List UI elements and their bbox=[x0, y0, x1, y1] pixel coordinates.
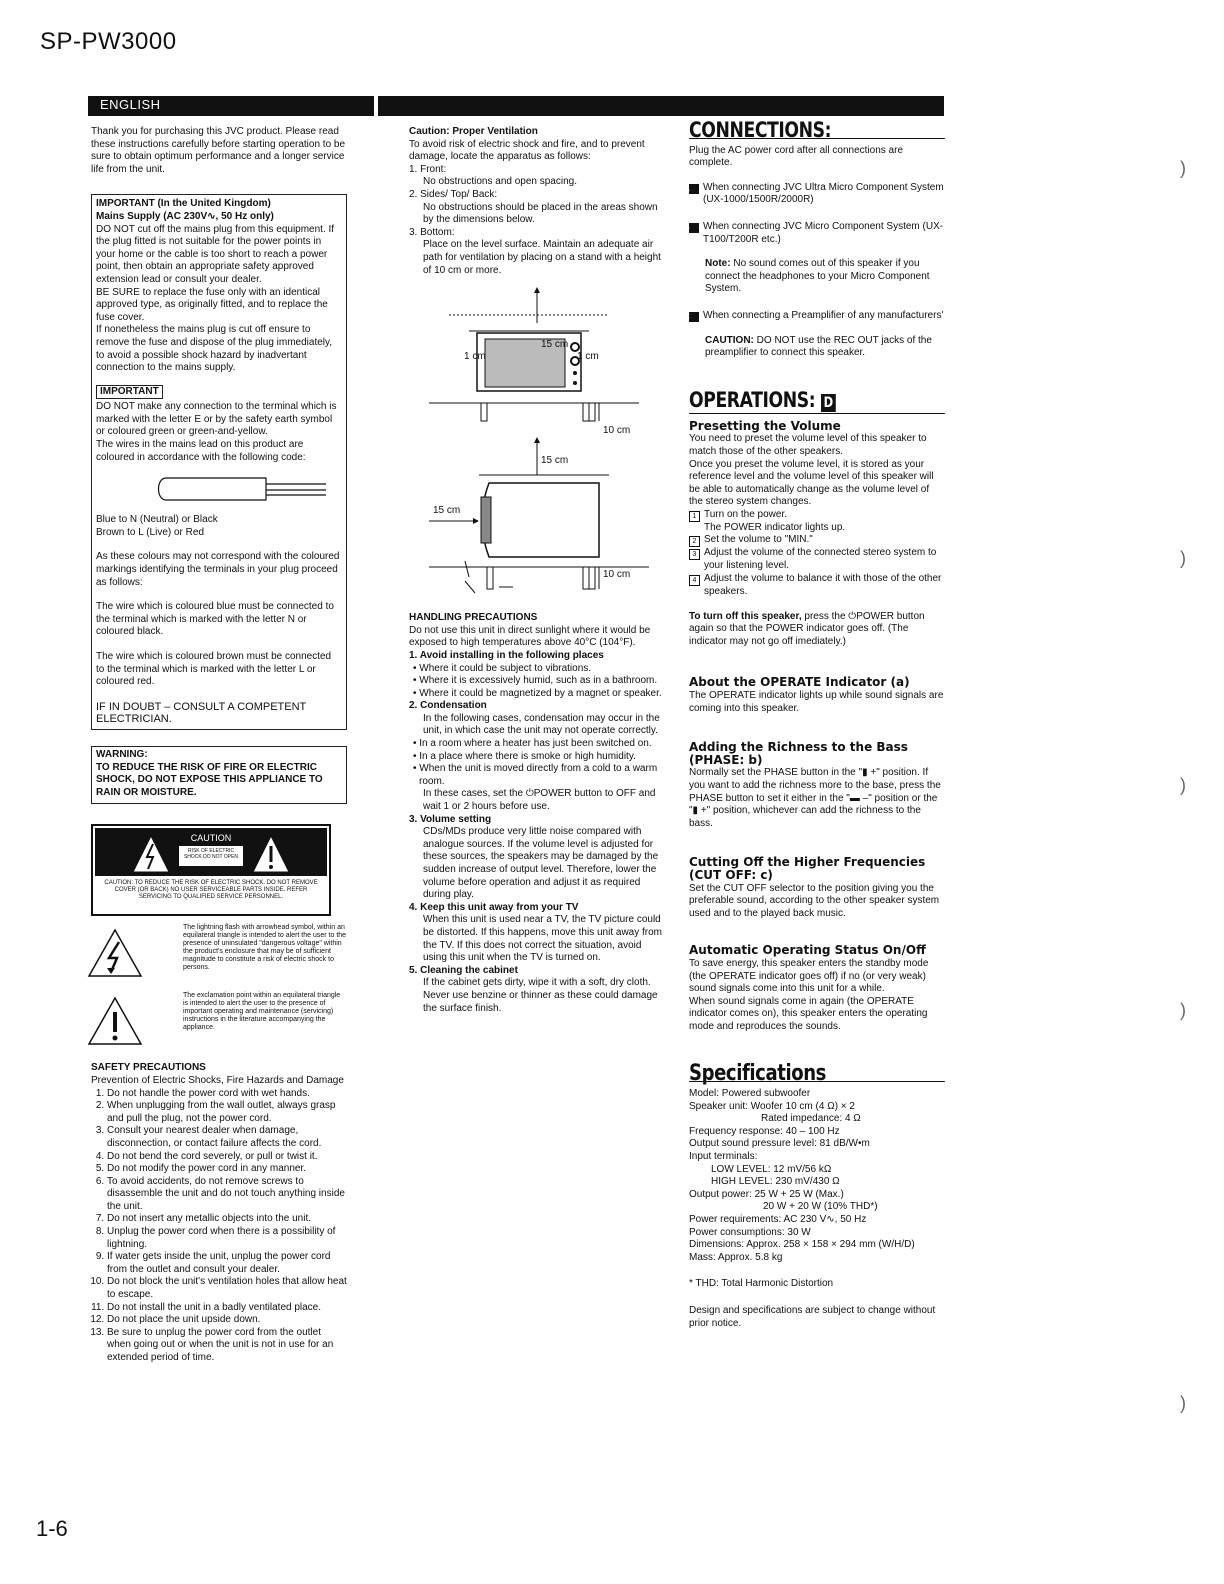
list-item: 10. Do not block the unit's ventilation holes that allow heat to escape. bbox=[107, 1276, 347, 1301]
auto-para: To save energy, this speaker enters the standby mode (the OPERATE indicator goes off) if no (or very weak) sound signals come into this unit for a while. bbox=[689, 957, 929, 995]
list-item: 2. When unplugging from the wall outlet, always grasp and pull the plug, not the power cord. bbox=[107, 1100, 347, 1125]
warning-text: TO REDUCE THE RISK OF FIRE OR ELECTRIC SHOCK, DO NOT EXPOSE THIS APPLIANCE TO RAIN OR MOISTURE. bbox=[96, 761, 323, 798]
vent-item-text: No obstructions and open spacing. bbox=[423, 176, 577, 188]
dim-top: 15 cm bbox=[541, 339, 569, 351]
ventilation-front-diagram bbox=[409, 277, 666, 437]
spec-line: Mass: Approx. 5.8 kg bbox=[689, 1251, 783, 1263]
spec-line: Power consumptions: 30 W bbox=[689, 1226, 811, 1238]
marker-a-icon: A bbox=[689, 184, 699, 194]
bass-title: Adding the Richness to the Bass (PHASE: b) bbox=[689, 740, 908, 767]
handling-bullet: • Where it could be magnetized by a magnet or speaker. bbox=[413, 687, 662, 699]
ventilation-title: Caution: Proper Ventilation bbox=[409, 126, 538, 137]
header-divider bbox=[374, 96, 378, 116]
column-left bbox=[91, 126, 347, 1365]
step-text: Adjust the volume to balance it with those of the other speakers. bbox=[704, 573, 942, 598]
bullet-text: Where it is excessively humid, such as in a bathroom. bbox=[419, 675, 658, 687]
turnoff-text: press the ⏻POWER button again so that the POWER indicator goes off. (The indicator may not go off imediately.) bbox=[689, 610, 925, 647]
handling-item-text: When this unit is used near a TV, the TV picture could be distorted. If this happens, move this unit away from the TV. If this does not correct the situation, avoid using this unit when the TV is turned on. bbox=[423, 914, 663, 964]
list-item: 7. Do not insert any metallic objects into the unit. bbox=[107, 1213, 347, 1226]
handling-bullet: • In a place where there is smoke or high humidity. bbox=[413, 750, 636, 762]
vent-item-text: No obstructions should be placed in the areas shown by the dimensions below. bbox=[423, 201, 658, 226]
model-number: SP-PW3000 bbox=[40, 28, 177, 55]
safety-title: SAFETY PRECAUTIONS bbox=[91, 1062, 206, 1074]
operations-heading bbox=[689, 387, 945, 414]
list-item: 9. If water gets inside the unit, unplug the power cord from the outlet and consult your dealer. bbox=[107, 1251, 347, 1276]
spec-line: Rated impedance: 4 Ω bbox=[761, 1113, 861, 1125]
imp-para: The wire which is coloured brown must be connected to the terminal which is marked with the letter L or coloured red. bbox=[96, 651, 332, 688]
uk-important-box bbox=[91, 194, 347, 730]
dim-top: 15 cm bbox=[541, 455, 569, 467]
ventilation-intro: To avoid risk of electric shock and fire, and to prevent damage, locate the apparatus as follows: bbox=[409, 138, 645, 163]
turnoff-note bbox=[689, 611, 945, 649]
cutoff-title: Cutting Off the Higher Frequencies (CUT OFF: c) bbox=[689, 855, 926, 882]
preset-title: Presetting the Volume bbox=[689, 418, 841, 433]
handling-bullet: • When the unit is moved directly from a cold to a warm room. bbox=[413, 763, 658, 787]
spec-line: Output power: 25 W + 25 W (Max.) bbox=[689, 1188, 844, 1200]
marker-b-icon: B bbox=[689, 223, 699, 233]
lightning-triangle-icon bbox=[85, 924, 145, 980]
column-middle bbox=[409, 126, 666, 1015]
uk-subtitle: Mains Supply (AC 230V∿, 50 Hz only) bbox=[96, 210, 274, 222]
operate-text: The OPERATE indicator lights up while sound signals are coming into this speaker. bbox=[689, 690, 944, 714]
connection-c bbox=[684, 309, 945, 323]
spec-line: Model: Powered subwoofer bbox=[689, 1088, 811, 1100]
spec-line: Frequency response: 40 – 100 Hz bbox=[689, 1125, 840, 1137]
language-label: ENGLISH bbox=[100, 97, 161, 112]
handling-title: HANDLING PRECAUTIONS bbox=[409, 612, 538, 624]
exclaim-description: The exclamation point within an equilateral triangle is intended to alert the user to the presence of important operating and maintenance (servicing) instructions in the literature accompanying the appliance. bbox=[183, 992, 341, 1032]
intro-text: Thank you for purchasing this JVC product. Please read these instructions carefully before starting operation to be sure to obtain optimum performance and a longer service life from the unit. bbox=[91, 126, 346, 175]
exclaim-symbol-row bbox=[91, 992, 347, 1048]
spec-line: LOW LEVEL: 12 mV/56 kΩ bbox=[711, 1163, 832, 1175]
note-text: No sound comes out of this speaker if you connect the headphones to your Micro Component System. bbox=[705, 258, 930, 295]
thd-note: * THD: Total Harmonic Distortion bbox=[689, 1278, 834, 1290]
spec-line: Input terminals: bbox=[689, 1151, 758, 1163]
imp-para: IF IN DOUBT – CONSULT A COMPETENT ELECTRICIAN. bbox=[96, 700, 307, 726]
dim-bottom: 10 cm bbox=[603, 425, 631, 437]
handling-item-text: CDs/MDs produce very little noise compared with analogue sources. If the volume level is adjusted for these sources, the speakers may be damaged by the sudden increase of output level. Therefore, lower the volume before operation and adjust it as required during play. bbox=[423, 826, 659, 901]
step-3-icon: 3 bbox=[689, 549, 700, 560]
marker-d-icon: D bbox=[821, 394, 836, 412]
dim-bottom: 10 cm bbox=[603, 569, 631, 581]
operations-title: OPERATIONS: bbox=[689, 387, 816, 412]
preset-step bbox=[689, 534, 945, 547]
specifications-heading: Specifications bbox=[689, 1068, 945, 1083]
operate-title: About the OPERATE Indicator (a) bbox=[689, 675, 910, 690]
margin-mark: ) bbox=[1180, 158, 1186, 178]
handling-intro: Do not use this unit in direct sunlight where it would be exposed to high temperatures above 40°C (104°F). bbox=[409, 624, 651, 649]
step-text: Set the volume to "MIN." bbox=[704, 534, 813, 546]
handling-item-title: 3. Volume setting bbox=[409, 813, 492, 825]
vent-item: 1. Front: bbox=[409, 163, 447, 175]
preset-para: You need to preset the volume level of this speaker to match those of the other speakers. bbox=[689, 433, 927, 457]
preset-step bbox=[689, 547, 945, 573]
spec-line: Dimensions: Approx. 258 × 158 × 294 mm (W/H/D) bbox=[689, 1239, 915, 1251]
uk-title: IMPORTANT (In the United Kingdom) bbox=[96, 198, 271, 210]
bullet-text: Where it could be magnetized by a magnet or speaker. bbox=[419, 687, 662, 699]
spec-line: Output sound pressure level: 81 dB/W•m bbox=[689, 1138, 870, 1150]
handling-item-title: 5. Cleaning the cabinet bbox=[409, 964, 518, 976]
front-view-drawing bbox=[409, 277, 666, 437]
list-item: 13. Be sure to unplug the power cord from the outlet when going out or when the unit is not in use for an extended period of time. bbox=[107, 1327, 347, 1365]
caution-label-box bbox=[91, 824, 331, 916]
uk-para: DO NOT cut off the mains plug from this equipment. If the plug fitted is not suitable for the power points in your home or the cable is too short to reach a power point, then obtain an appropriate safety approved extension lead or consult your dealer. bbox=[96, 223, 335, 285]
wire-brown: Brown to L (Live) or Red bbox=[96, 526, 205, 538]
list-item: 4. Do not bend the cord severely, or pull or twist it. bbox=[107, 1151, 347, 1164]
connection-text: When connecting a Preamplifier of any manufacturers' bbox=[703, 309, 944, 321]
margin-mark: ) bbox=[1180, 1000, 1186, 1020]
preset-step-sub: The POWER indicator lights up. bbox=[704, 521, 846, 533]
spec-line: 20 W + 20 W (10% THD*) bbox=[763, 1201, 878, 1213]
handling-item-title: 1. Avoid installing in the following places bbox=[409, 649, 604, 661]
imp-para: As these colours may not correspond with the coloured markings identifying the terminals in your plug proceed as follows: bbox=[96, 551, 340, 588]
mains-lead-illustration bbox=[146, 470, 346, 510]
vent-item: 2. Sides/ Top/ Back: bbox=[409, 188, 498, 200]
preset-para: Once you preset the volume level, it is stored as your reference level and the volume level of this speaker will be able to automatically change as the volume level of the stereo system changes. bbox=[689, 458, 934, 508]
note-label: Note: bbox=[705, 258, 731, 270]
connection-text: When connecting JVC Ultra Micro Component System (UX-1000/1500R/2000R) bbox=[703, 181, 944, 206]
spec-line: HIGH LEVEL: 230 mV/430 Ω bbox=[711, 1176, 840, 1188]
vent-item: 3. Bottom: bbox=[409, 226, 455, 238]
handling-item-text: In the following cases, condensation may occur in the unit, in which case the unit may not operate correctly. bbox=[423, 712, 660, 737]
uk-para: BE SURE to replace the fuse only with an identical approved type, as originally fitted, and to replace the fuse cover. bbox=[96, 286, 328, 323]
ventilation-side-diagram bbox=[409, 437, 666, 612]
step-1-icon: 1 bbox=[689, 511, 700, 522]
list-item: 3. Consult your nearest dealer when damage, disconnection, or contact failure affects the cord. bbox=[107, 1125, 347, 1150]
handling-bullet: • Where it is excessively humid, such as in a bathroom. bbox=[413, 675, 658, 687]
uk-para: If nonetheless the mains plug is cut off ensure to remove the fuse and dispose of the plug immediately, to avoid a possible shock hazard by inadvertant connection to the mains supply. bbox=[96, 324, 333, 374]
connection-b bbox=[684, 220, 945, 246]
cutoff-text: Set the CUT OFF selector to the position giving you the preferable sound, according to the other speaker system used and to the played back music. bbox=[689, 882, 940, 919]
connections-intro: Plug the AC power cord after all connections are complete. bbox=[689, 144, 904, 169]
handling-item-title: 2. Condensation bbox=[409, 700, 487, 712]
auto-para: When sound signals come in again (the OPERATE indicator comes on), this speaker enters the operating mode and reproduces the sounds. bbox=[689, 995, 928, 1032]
imp-para: The wire which is coloured blue must be connected to the terminal which is marked with the letter N or coloured black. bbox=[96, 601, 334, 638]
marker-c-icon: C bbox=[689, 312, 699, 322]
vent-item-text: Place on the level surface. Maintain an adequate air path for ventilation by placing on a stand with a height of 10 cm or more. bbox=[423, 239, 661, 276]
caution-text: DO NOT use the REC OUT jacks of the preamplifier to connect this speaker. bbox=[705, 334, 932, 359]
bass-text: Normally set the PHASE button in the "▮ +" position. If you want to add the richness more to the base, press the PHASE button to set it either in the "▬ –" position or the "▮ +" position, whichever can add the richness to the bass. bbox=[689, 767, 941, 829]
warning-box bbox=[91, 746, 347, 804]
connection-a bbox=[684, 181, 945, 207]
dim-back: 15 cm bbox=[433, 505, 461, 517]
caution-title: CAUTION bbox=[190, 833, 232, 844]
safety-subtitle: Prevention of Electric Shocks, Fire Hazards and Damage bbox=[91, 1074, 344, 1086]
side-view-drawing bbox=[409, 437, 666, 612]
list-item: 6. To avoid accidents, do not remove screws to disassemble the unit and do not touch anything inside the unit. bbox=[107, 1176, 347, 1214]
wire-blue: Blue to N (Neutral) or Black bbox=[96, 514, 218, 526]
list-item: 5. Do not modify the power cord in any manner. bbox=[107, 1163, 347, 1176]
step-4-icon: 4 bbox=[689, 575, 700, 586]
spec-line: Power requirements: AC 230 V∿, 50 Hz bbox=[689, 1214, 867, 1226]
imp-para: DO NOT make any connection to the terminal which is marked with the letter E or by the safety earth symbol or coloured green or green-and-yellow. bbox=[96, 401, 337, 438]
bullet-text: In a room where a heater has just been switched on. bbox=[419, 738, 652, 750]
handling-item-text: If the cabinet gets dirty, wipe it with a soft, dry cloth. Never use benzine or thinner as these could damage the surface finish. bbox=[423, 977, 658, 1014]
preset-step bbox=[689, 509, 945, 522]
bullet-text: Where it could be subject to vibrations. bbox=[419, 662, 592, 674]
caution-text: CAUTION: TO REDUCE THE RISK OF ELECTRIC SHOCK. DO NOT REMOVE COVER (OR BACK) NO USER SERVICEABLE PARTS INSIDE. REFER SERVICING TO QUALIFIED SERVICE PERSONNEL. bbox=[104, 880, 318, 901]
step-text: Turn on the power. bbox=[704, 508, 788, 520]
list-item: 8. Unplug the power cord when there is a possibility of lightning. bbox=[107, 1226, 347, 1251]
caution-shock-text: RISK OF ELECTRIC SHOCK DO NOT OPEN bbox=[183, 848, 239, 861]
note bbox=[689, 258, 945, 296]
handling-item-text: In these cases, set the ⏻POWER button to OFF and wait 1 or 2 hours before use. bbox=[423, 788, 656, 813]
margin-mark: ) bbox=[1180, 548, 1186, 568]
page-number: 1-6 bbox=[36, 1516, 68, 1541]
safety-list bbox=[91, 1088, 347, 1365]
bullet-text: In a place where there is smoke or high humidity. bbox=[419, 750, 636, 762]
connection-text: When connecting JVC Micro Component System (UX-T100/T200R etc.) bbox=[703, 220, 944, 245]
dim-right: 1 cm bbox=[577, 351, 599, 363]
spec-line: Speaker unit: Woofer 10 cm (4 Ω) × 2 bbox=[689, 1100, 855, 1112]
lightning-symbol-row bbox=[91, 924, 347, 980]
dim-left: 1 cm bbox=[464, 351, 486, 363]
design-note: Design and specifications are subject to change without prior notice. bbox=[689, 1305, 936, 1329]
warning-title: WARNING: bbox=[96, 748, 148, 760]
handling-item-title: 4. Keep this unit away from your TV bbox=[409, 901, 579, 913]
auto-title: Automatic Operating Status On/Off bbox=[689, 943, 926, 958]
step-text: Adjust the volume of the connected stereo system to your listening level. bbox=[704, 547, 937, 572]
caution-label: CAUTION: bbox=[705, 334, 754, 346]
important-label: IMPORTANT bbox=[96, 385, 163, 400]
exclamation-triangle-icon bbox=[85, 992, 145, 1048]
handling-bullet: • Where it could be subject to vibrations. bbox=[413, 662, 592, 674]
connections-heading: CONNECTIONS: bbox=[689, 124, 945, 139]
list-item: 12. Do not place the unit upside down. bbox=[107, 1314, 347, 1327]
column-right bbox=[684, 118, 945, 1330]
language-tab bbox=[88, 96, 376, 116]
handling-bullet: • In a room where a heater has just been switched on. bbox=[413, 738, 652, 750]
bullet-text: When the unit is moved directly from a cold to a warm room. bbox=[419, 763, 658, 787]
preset-step bbox=[689, 573, 945, 599]
step-2-icon: 2 bbox=[689, 536, 700, 547]
margin-mark: ) bbox=[1180, 1393, 1186, 1413]
caution-note bbox=[689, 335, 945, 360]
list-item: 1. Do not handle the power cord with wet hands. bbox=[107, 1088, 347, 1101]
imp-para: The wires in the mains lead on this product are coloured in accordance with the following code: bbox=[96, 439, 306, 463]
margin-mark: ) bbox=[1180, 775, 1186, 795]
turnoff-label: To turn off this speaker, bbox=[689, 610, 802, 622]
list-item: 11. Do not install the unit in a badly ventilated place. bbox=[107, 1302, 347, 1315]
lightning-description: The lightning flash with arrowhead symbol, within an equilateral triangle is intended to alert the user to the presence of uninsulated "dangerous voltage" within the product's enclosure that may be of sufficient magnitude to constitute a risk of electric shock to persons. bbox=[183, 924, 347, 972]
